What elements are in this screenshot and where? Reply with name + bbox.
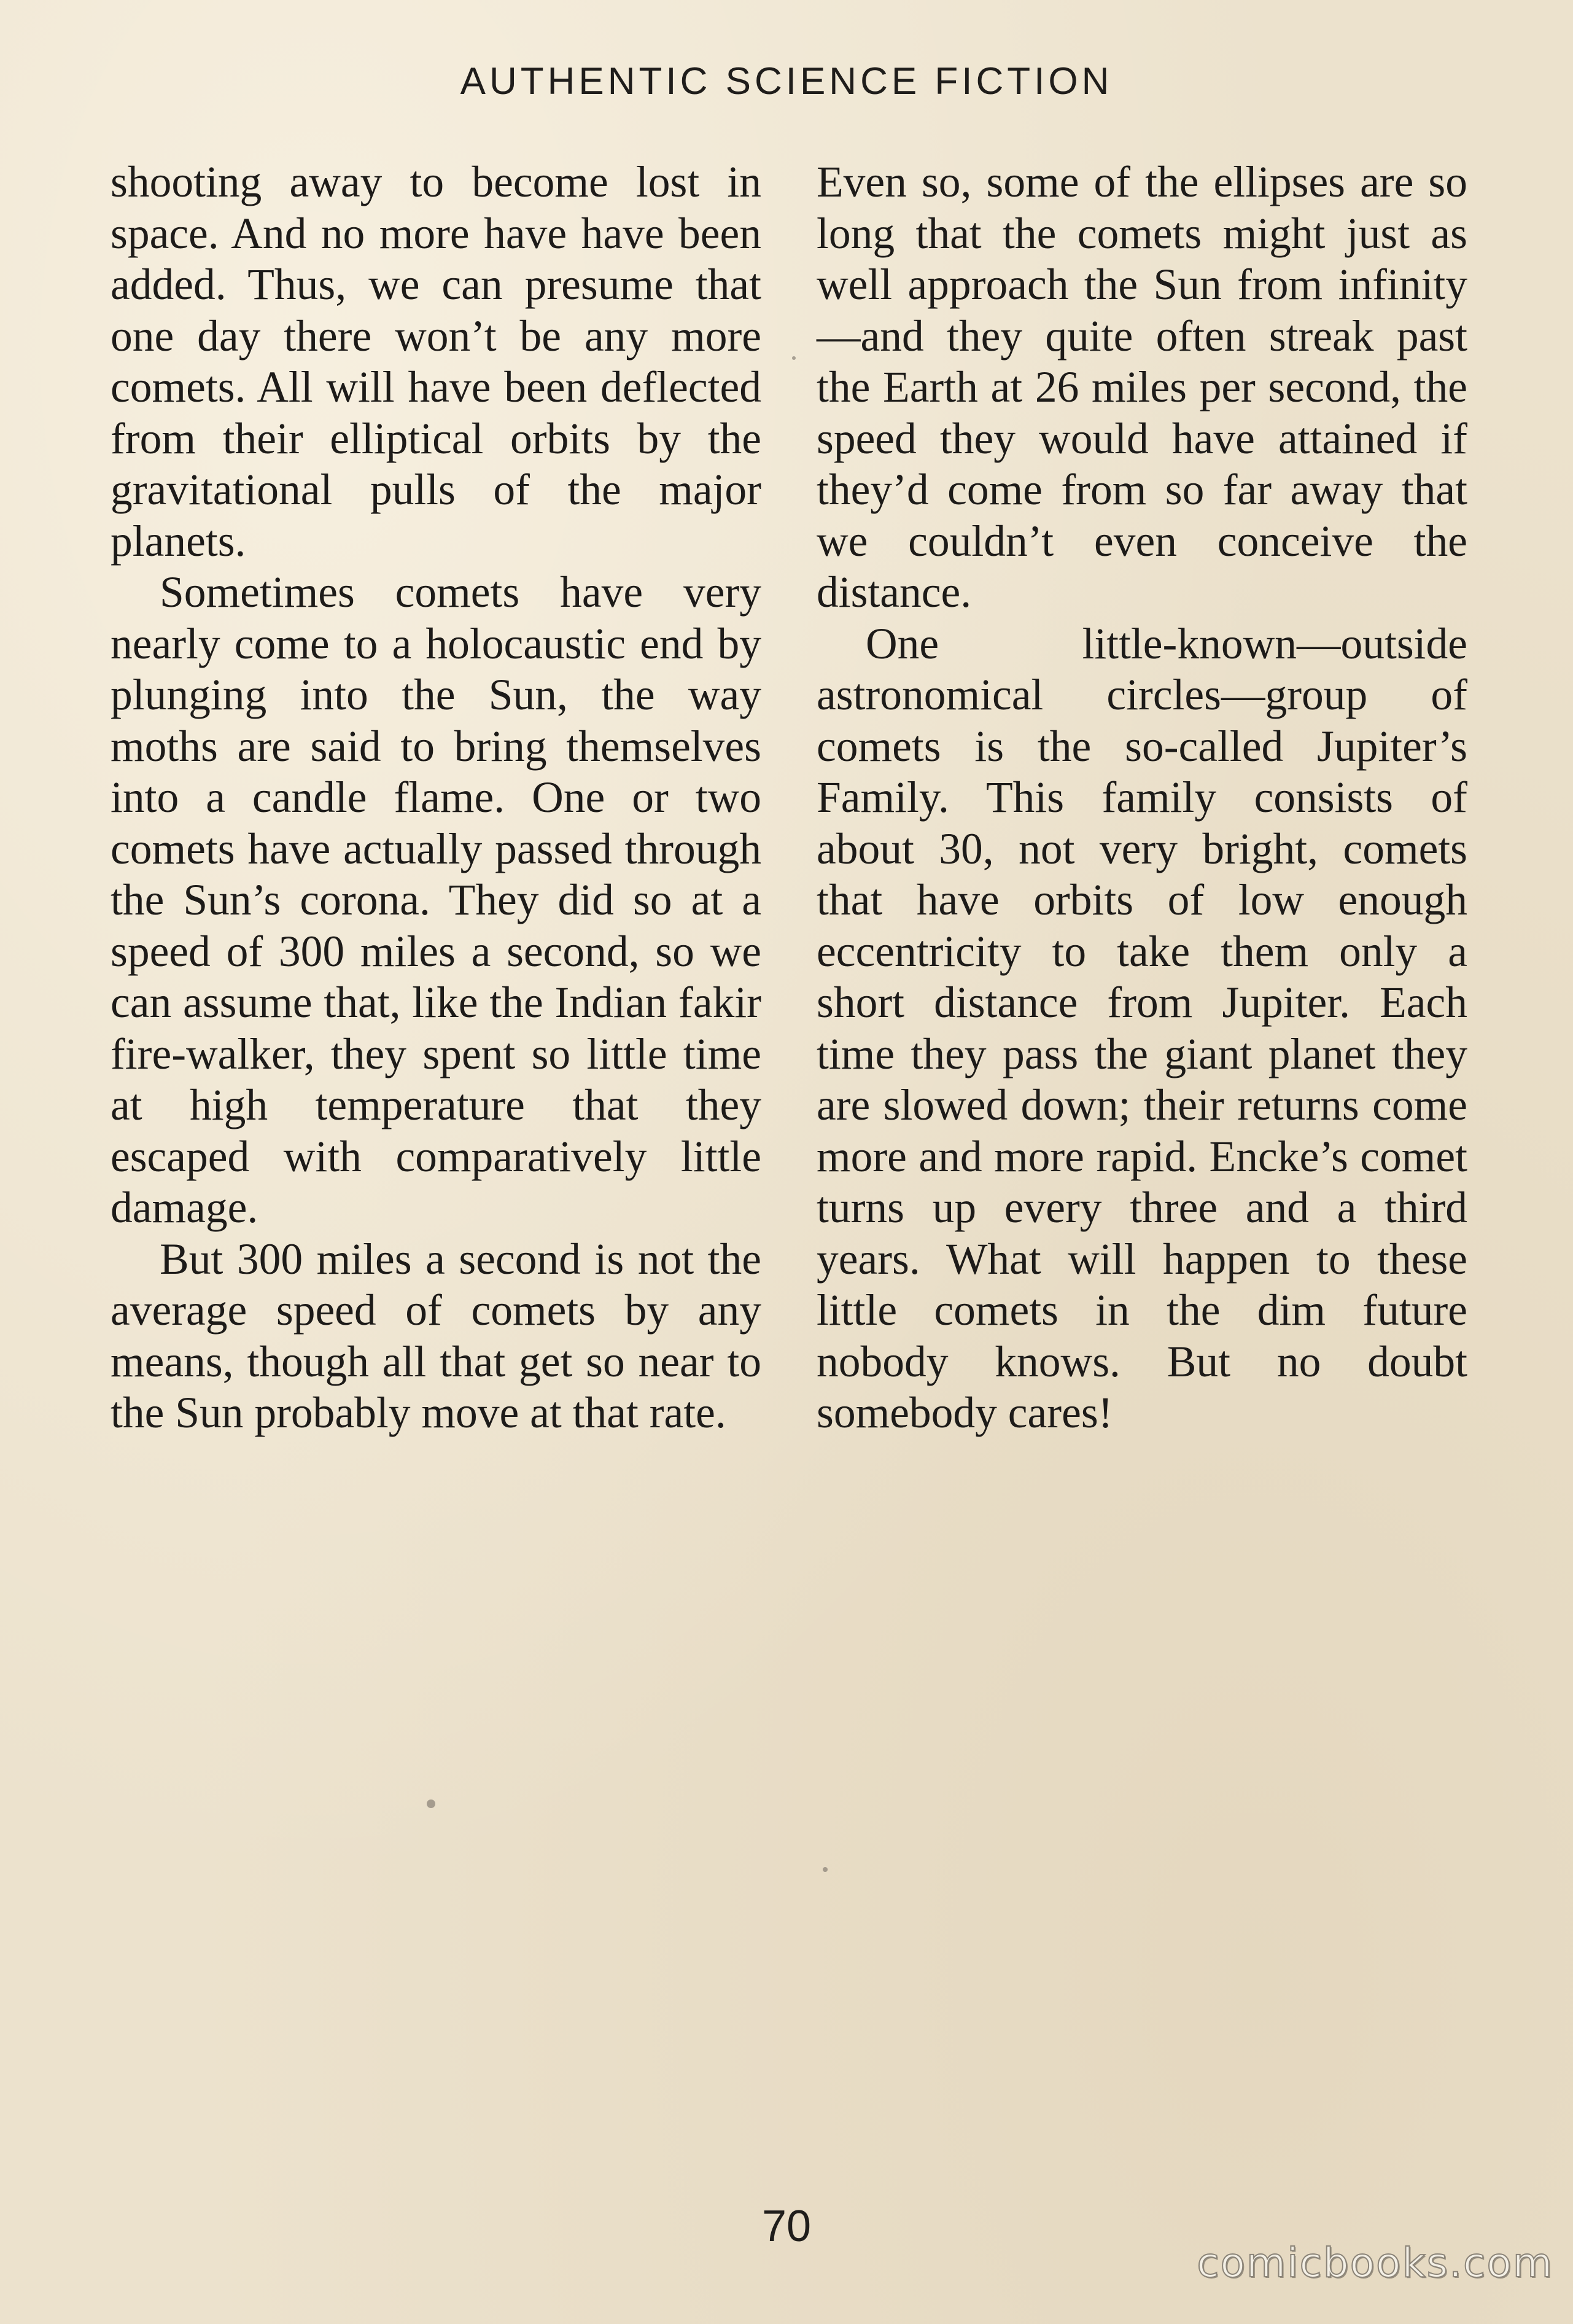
running-head: AUTHENTIC SCIENCE FICTION: [460, 60, 1113, 103]
paper-speck: [823, 1867, 828, 1872]
text-column-right: [817, 157, 1467, 1439]
paragraph: But 300 miles a second is not the average speed of comets by any means, though all that get so near to the Sun probably move at that rate.: [111, 1234, 761, 1437]
page-number: 70: [761, 2202, 812, 2251]
paragraph: Even so, some of the ellipses are so long that the comets might just as well approach the Sun from infinity—and they quite often streak past the Earth at 26 miles per second, the speed they would have attained if they’d come from so far away that we couldn’t even conceive the distance.: [817, 158, 1467, 617]
paragraph: Sometimes comets have very nearly come to a holocaustic end by plunging into the Sun, the way moths are said to bring themselves into a candle flame. One or two comets have actually passed through the Sun’s corona. They did so at a speed of 300 miles a second, so we can assume that, like the Indian fakir fire-walker, they spent so little time at high temperature that they escaped with comparatively little damage.: [111, 568, 761, 1232]
watermark: comicbooks.com: [1197, 2239, 1553, 2287]
paper-speck: [792, 356, 796, 360]
text-column-left: [111, 157, 761, 1439]
paper-speck: [427, 1800, 435, 1808]
paragraph: shooting away to become lost in space. And no more have have been added. Thus, we can presume that one day there won’t be any more comets. All will have been deflected from their elliptical orbits by the gravitational pulls of the major planets.: [111, 158, 761, 566]
paragraph: One little-known—outside astronomical circles—group of comets is the so-called Jupiter’s Family. This family consists of about 30, not very bright, comets that have orbits of low enough eccentricity to take them only a short distance from Jupiter. Each time they pass the giant planet they are slowed down; their returns come more and more rapid. Encke’s comet turns up every three and a third years. What will happen to these little comets in the dim future nobody knows. But no doubt somebody cares!: [817, 619, 1467, 1437]
